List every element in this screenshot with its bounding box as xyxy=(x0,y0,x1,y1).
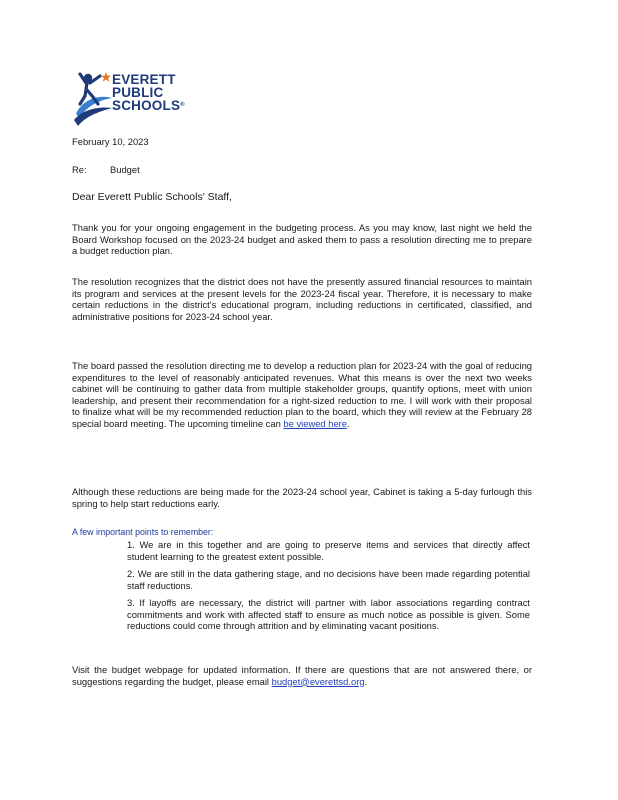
district-logo xyxy=(72,70,212,130)
key-point-1: 1. We are in this together and are going to preserve items and services that directly affect student learning to the greatest extent possible. xyxy=(127,539,530,562)
key-point-3: 3. If layoffs are necessary, the district will partner with labor associations regarding contract commitments and work with affected staff to ensure as much notice as possible is given. Some reductions could come through attrition and by eliminating vacant positions. xyxy=(127,597,530,632)
paragraph-resolution: The resolution recognizes that the district does not have the presently assured financial resources to maintain its program and services at the present levels for the 2023-24 fiscal year. Therefore, it is necessary to make certain reductions in the district's educational program, including reductions in certificated, classified, and administrative positions for 2023-24 school year. xyxy=(72,276,532,322)
paragraph-contact-text: Visit the budget webpage for updated information. If there are questions that are not answered there, or suggestions regarding the budget, please email xyxy=(72,664,532,687)
logo-wordmark: EVERETT PUBLIC SCHOOLS® xyxy=(112,72,185,113)
subject-text: Budget xyxy=(110,164,140,175)
subject-line xyxy=(72,164,532,176)
greeting: Dear Everett Public Schools' Staff, xyxy=(72,191,232,203)
paragraph-plan-text: The board passed the resolution directing me to develop a reduction plan for 2023-24 with the goal of reducing expenditures to the level of reasonably anticipated revenues. What this means is over the next two weeks cabinet will be continuing to gather data from multiple stakeholder groups, quantify options, meet with union leadership, and present their recommendation for a right-sized reduction to me. I will work with their proposal to finalize what will be my recommended reduction plan to the board, which they will review at the February 28 special board meeting. The upcoming timeline can xyxy=(72,360,532,429)
key-point-2: 2. We are still in the data gathering stage, and no decisions have been made regarding potential staff reductions. xyxy=(127,568,530,591)
paragraph-plan: The board passed the resolution directing me to develop a reduction plan for 2023-24 with the goal of reducing expenditures to the level of reasonably anticipated revenues. What this means is over the next two weeks cabinet will be continuing to gather data from multiple stakeholder groups, quantify options, meet with union leadership, and present their recommendation for a right-sized reduction to me. I will work with their proposal to finalize what will be my recommended reduction plan to the board, which they will review at the February 28 special board meeting. The upcoming timeline can be viewed here. xyxy=(72,360,532,429)
key-points-title: A few important points to remember: xyxy=(72,527,214,537)
logo-figure-icon xyxy=(72,70,112,128)
email-link[interactable]: budget@everettsd.org xyxy=(271,675,365,687)
paragraph-furlough: Although these reductions are being made for the 2023-24 school year, Cabinet is taking a 5-day furlough this spring to help start reductions early. xyxy=(72,486,532,509)
paragraph-intro: Thank you for your ongoing engagement in the budgeting process. As you may know, last night we held the Board Workshop focused on the 2023-24 budget and asked them to pass a resolution directing me to prepare a budget reduction plan. xyxy=(72,222,532,257)
paragraph-contact: Visit the budget webpage for updated information. If there are questions that are not answered there, or suggestions regarding the budget, please email budget@everettsd.org. xyxy=(72,664,532,687)
timeline-link[interactable]: be viewed here xyxy=(283,417,348,429)
letter-date: February 10, 2023 xyxy=(72,136,149,147)
subject-label: Re: xyxy=(72,164,87,175)
